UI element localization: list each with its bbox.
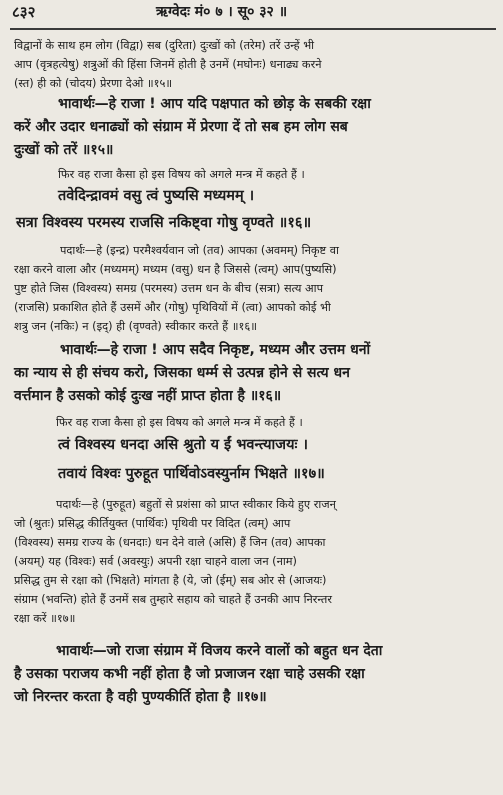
bhavartha-line: का न्याय से ही संचय करो, जिसका धर्म्म से उत्पन्न होने से सत्य धन — [14, 365, 350, 381]
text-line: पुष्ट होते जिस (विश्वस्य) समग्र (परमस्य) उत्तम धन के बीच (सत्रा) सत्य आप — [14, 282, 324, 295]
intro-line: फिर वह राजा कैसा हो इस विषय को अगले मन्त्र में कहते हैं । — [58, 168, 305, 181]
bhavartha-line: भावार्थः—जो राजा संग्राम में विजय करने वालों को बहुत धन देता — [56, 643, 383, 659]
padartha-line: पदार्थः—हे (पुरुहूत) बहुतों से प्रशंसा को प्राप्त स्वीकार किये हुए राजन् — [56, 498, 336, 511]
text-line: (राजसि) प्रकाशित होते हैं उसमें और (गोषु) पृथिवियों में (त्वा) आपको कोई भी — [14, 301, 331, 314]
bhavartha-line: भावार्थः—हे राजा ! आप सदैव निकृष्ट, मध्यम और उत्तम धनों — [60, 342, 371, 358]
text-line: संग्राम (भवन्ति) होते हैं उनमें सब तुम्हारे सहाय को चाहते हैं उनकी आप निरन्तर — [14, 593, 332, 606]
text-line: आप (वृत्रहत्येषु) शत्रुओं की हिंसा जिनमें होती है उनमें (मघोनः) धनाढ्य करने — [14, 58, 322, 71]
text-line: (विश्वस्य) समग्र राज्य के (धनदाः) धन देने वाले (असि) हैं जिन (तव) आपका — [14, 536, 326, 549]
page-number: ८३२ — [12, 3, 36, 21]
text-line: जो (श्रुतः) प्रसिद्ध कीर्तियुक्त (पार्थिवः) पृथिवी पर विदित (त्वम्) आप — [14, 517, 291, 530]
header-rule — [10, 28, 496, 30]
text-line: विद्वानों के साथ हम लोग (विद्वा) सब (दुरिता) दुःखों को (तरेम) तरें उन्हें भी — [14, 39, 315, 52]
bhavartha-line: है उसका पराजय कभी नहीं होता है जो प्रजाजन रक्षा चाहे उसकी रक्षा — [14, 666, 365, 682]
page-header — [0, 0, 503, 22]
mantra-line: तवायं विश्वः पुरुहूत पार्थिवोऽवस्युर्नाम भिक्षते ॥१७॥ — [58, 466, 325, 482]
text-line: (स्त) ही को (चोदय) प्रेरणा देओ ॥१५॥ — [14, 77, 173, 90]
text-line: रक्षा करें ॥१७॥ — [14, 612, 76, 625]
mantra-line: सत्रा विश्वस्य परमस्य राजसि नकिष्ट्वा गोषु वृण्वते ॥१६॥ — [16, 215, 312, 231]
bhavartha-line: भावार्थः—हे राजा ! आप यदि पक्षपात को छोड़ के सबकी रक्षा — [58, 96, 371, 112]
text-line: प्रसिद्ध तुम से रक्षा को (भिक्षते) मांगता है (ये, जो (ईम्) सब ओर से (आजयः) — [14, 574, 327, 587]
running-title: ऋग्वेदः मं० ७ । सू० ३२ ॥ — [156, 4, 288, 20]
bhavartha-line: दुःखों को तरें ॥१५॥ — [14, 142, 114, 158]
text-line: रक्षा करने वाला और (मध्यमम्) मध्यम (वसु) धन है जिससे (त्वम्) आप(पुष्यसि) — [14, 263, 337, 276]
intro-line: फिर वह राजा कैसा हो इस विषय को अगले मन्त्र में कहते हैं । — [56, 416, 303, 429]
bhavartha-line: जो निरन्तर करता है वही पुण्यकीर्ति होता है ॥१७॥ — [14, 689, 267, 705]
bhavartha-line: वर्त्तमान है उसको कोई दुःख नहीं प्राप्त होता है ॥१६॥ — [14, 388, 282, 404]
text-line: शत्रु जन (नकिः) न (इद्) ही (वृण्वते) स्वीकार करते हैं ॥१६॥ — [14, 320, 258, 333]
mantra-line: त्वं विश्वस्य धनदा असि श्रुतो य ईं भवन्त्याजयः । — [58, 437, 308, 453]
mantra-line: तवेदिन्द्रावमं वसु त्वं पुष्यसि मध्यमम् । — [58, 188, 255, 204]
text-line: (अयम्) यह (विश्वः) सर्व (अवस्युः) अपनी रक्षा चाहने वाला जन (नाम) — [14, 555, 297, 568]
bhavartha-line: करें और उदार धनाढ्यों को संग्राम में प्रेरणा दें तो सब हम लोग सब — [14, 119, 348, 135]
padartha-line: पदार्थः—हे (इन्द्र) परमैश्वर्यवान जो (तव) आपका (अवमम्) निकृष्ट वा — [60, 244, 339, 257]
